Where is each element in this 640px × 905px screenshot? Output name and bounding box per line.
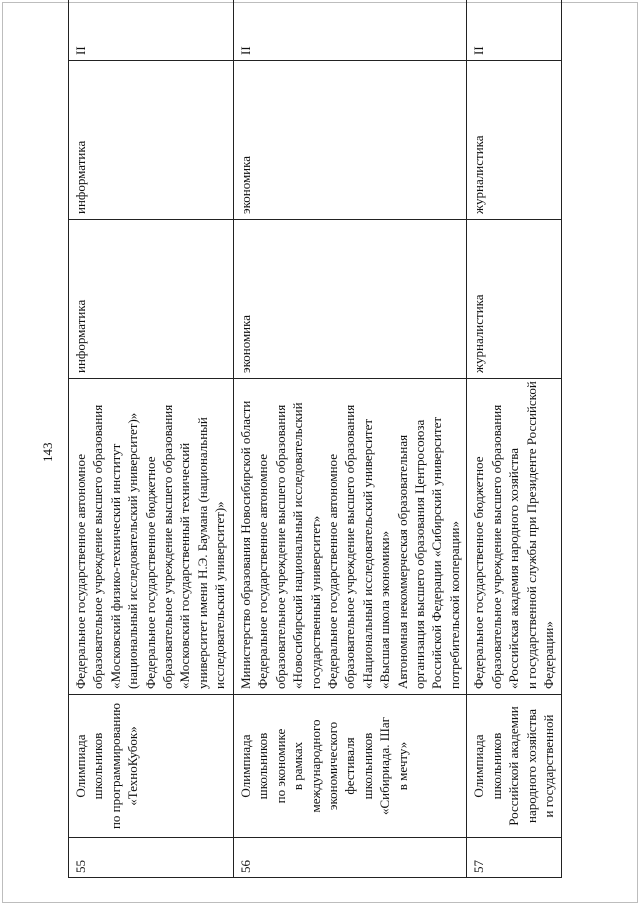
row-number: 55	[69, 838, 234, 878]
school-subject: экономика	[234, 61, 467, 220]
olympiad-level: II	[69, 0, 234, 61]
table-row	[234, 0, 467, 878]
profile-subject: информатика	[69, 220, 234, 379]
olympiad-level: II	[234, 0, 467, 61]
table-row	[467, 0, 562, 878]
organizers: Федеральное государственное бюджетное образовательное учреждение высшего образования «Российская академия народного хозяйства и государственной службы при Президенте Российской Федерации»	[467, 379, 562, 695]
profile-subject: экономика	[234, 220, 467, 379]
olympiad-level: II	[467, 0, 562, 61]
olympiad-name: Олимпиада школьников Российской академии народного хозяйства и государственной	[467, 695, 562, 838]
row-number: 56	[234, 838, 467, 878]
olympiad-name: Олимпиада школьников по экономике в рамках международного экономического фестиваля школьников «Сибириада. Шаг в мечту»	[234, 695, 467, 838]
row-number: 57	[467, 838, 562, 878]
organizers: Министерство образования Новосибирской области Федеральное государственное автономное образовательное учреждение высшего образования «Новосибирский национальный исследовательский государственный университет» Федеральное государственное автономное образовательное учреждение высшего образования «Национальный исследовательский университет «Высшая школа экономики» Автономная некоммерческая образовательная организация высшего образования Центросоюза Российской Федерации «Сибирский университет потребительской кооперации»	[234, 379, 467, 695]
olympiad-name: Олимпиада школьников по программированию «ТехноКубок»	[69, 695, 234, 838]
school-subject: информатика	[69, 61, 234, 220]
olympiad-table	[68, 0, 562, 878]
organizers: Федеральное государственное автономное образовательное учреждение высшего образования «Московский физико-технический институт (национальный исследовательский университет)» Федеральное государственное бюджетное образовательное учреждение высшего образования «Московский государственный технический университет имени Н.Э. Баумана (национальный исследовательский университет)»	[69, 379, 234, 695]
page-number: 143	[40, 442, 55, 462]
table-row	[69, 0, 234, 878]
profile-subject: журналистика	[467, 220, 562, 379]
rotated-table-wrapper	[68, 46, 556, 878]
school-subject: журналистика	[467, 61, 562, 220]
